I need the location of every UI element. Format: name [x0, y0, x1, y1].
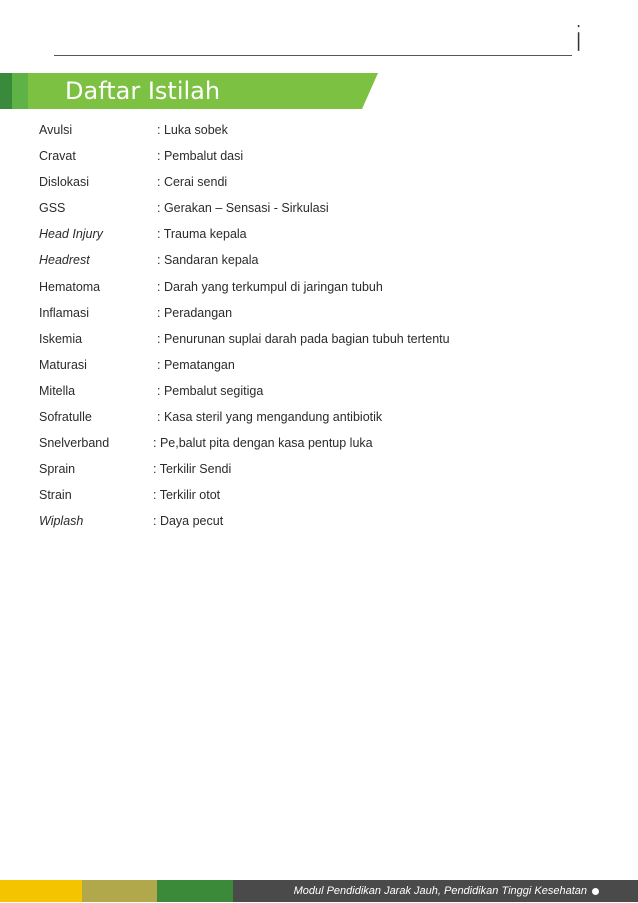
glossary-definition: : Penurunan suplai darah pada bagian tubuh tertentu	[157, 331, 450, 346]
glossary-term: Cravat	[39, 149, 76, 164]
glossary-row	[39, 511, 599, 537]
banner-stripe-dark	[0, 73, 12, 109]
glossary-definition: : Cerai sendi	[157, 175, 228, 190]
glossary-row	[39, 172, 599, 198]
footer-bullet-icon	[592, 888, 599, 895]
glossary-definition: : Terkilir otot	[153, 488, 221, 503]
glossary-row	[39, 407, 599, 433]
glossary-term: Wiplash	[39, 514, 84, 529]
header-rule	[54, 55, 572, 56]
glossary-definition: : Luka sobek	[157, 123, 228, 137]
glossary-term: Inflamasi	[39, 305, 90, 320]
glossary-row	[39, 381, 599, 407]
glossary-term: Dislokasi	[39, 175, 90, 190]
glossary-row	[39, 224, 599, 250]
glossary-list	[39, 120, 599, 538]
glossary-definition: : Darah yang terkumpul di jaringan tubuh	[157, 279, 383, 294]
glossary-definition: : Daya pecut	[153, 514, 224, 529]
footer-segment-green	[157, 880, 233, 902]
glossary-definition: : Sandaran kepala	[157, 253, 259, 268]
section-banner	[0, 73, 380, 109]
banner-stripe-mid	[12, 73, 28, 109]
glossary-row	[39, 250, 599, 276]
glossary-row	[39, 146, 599, 172]
glossary-term: Maturasi	[39, 357, 87, 372]
glossary-definition: : Peradangan	[157, 305, 233, 320]
footer-segment-yellow	[0, 880, 82, 902]
footer-text: Modul Pendidikan Jarak Jauh, Pendidikan Tinggi Kesehatan	[293, 885, 587, 897]
glossary-term: Sprain	[39, 462, 76, 477]
footer-bar	[0, 880, 638, 902]
glossary-definition: : Pembalut dasi	[157, 149, 244, 164]
glossary-definition: : Pematangan	[157, 357, 235, 372]
glossary-row	[39, 433, 599, 459]
glossary-definition: : Pembalut segitiga	[157, 383, 264, 398]
glossary-term: Iskemia	[39, 331, 83, 346]
page-number: i	[574, 20, 584, 60]
glossary-row	[39, 329, 599, 355]
glossary-definition: : Trauma kepala	[157, 227, 247, 242]
glossary-term: Mitella	[39, 383, 76, 398]
glossary-row	[39, 120, 599, 146]
glossary-term: Strain	[39, 488, 72, 503]
glossary-definition: : Gerakan – Sensasi - Sirkulasi	[157, 201, 329, 216]
glossary-row	[39, 303, 599, 329]
section-title: Daftar Istilah	[65, 77, 221, 105]
glossary-definition: : Terkilir Sendi	[153, 462, 232, 477]
glossary-term: GSS	[39, 201, 66, 216]
glossary-term: Hematoma	[39, 279, 101, 294]
glossary-term: Headrest	[39, 253, 90, 268]
glossary-term: Snelverband	[39, 436, 110, 451]
glossary-row	[39, 198, 599, 224]
glossary-term: Avulsi	[39, 123, 73, 137]
footer-segment-olive	[82, 880, 157, 902]
glossary-row	[39, 459, 599, 485]
glossary-row	[39, 277, 599, 303]
glossary-row	[39, 355, 599, 381]
glossary-row	[39, 485, 599, 511]
glossary-term: Sofratulle	[39, 410, 92, 425]
glossary-term: Head Injury	[39, 227, 103, 242]
glossary-definition: : Kasa steril yang mengandung antibiotik	[157, 410, 383, 425]
glossary-definition: : Pe,balut pita dengan kasa pentup luka	[153, 436, 373, 451]
